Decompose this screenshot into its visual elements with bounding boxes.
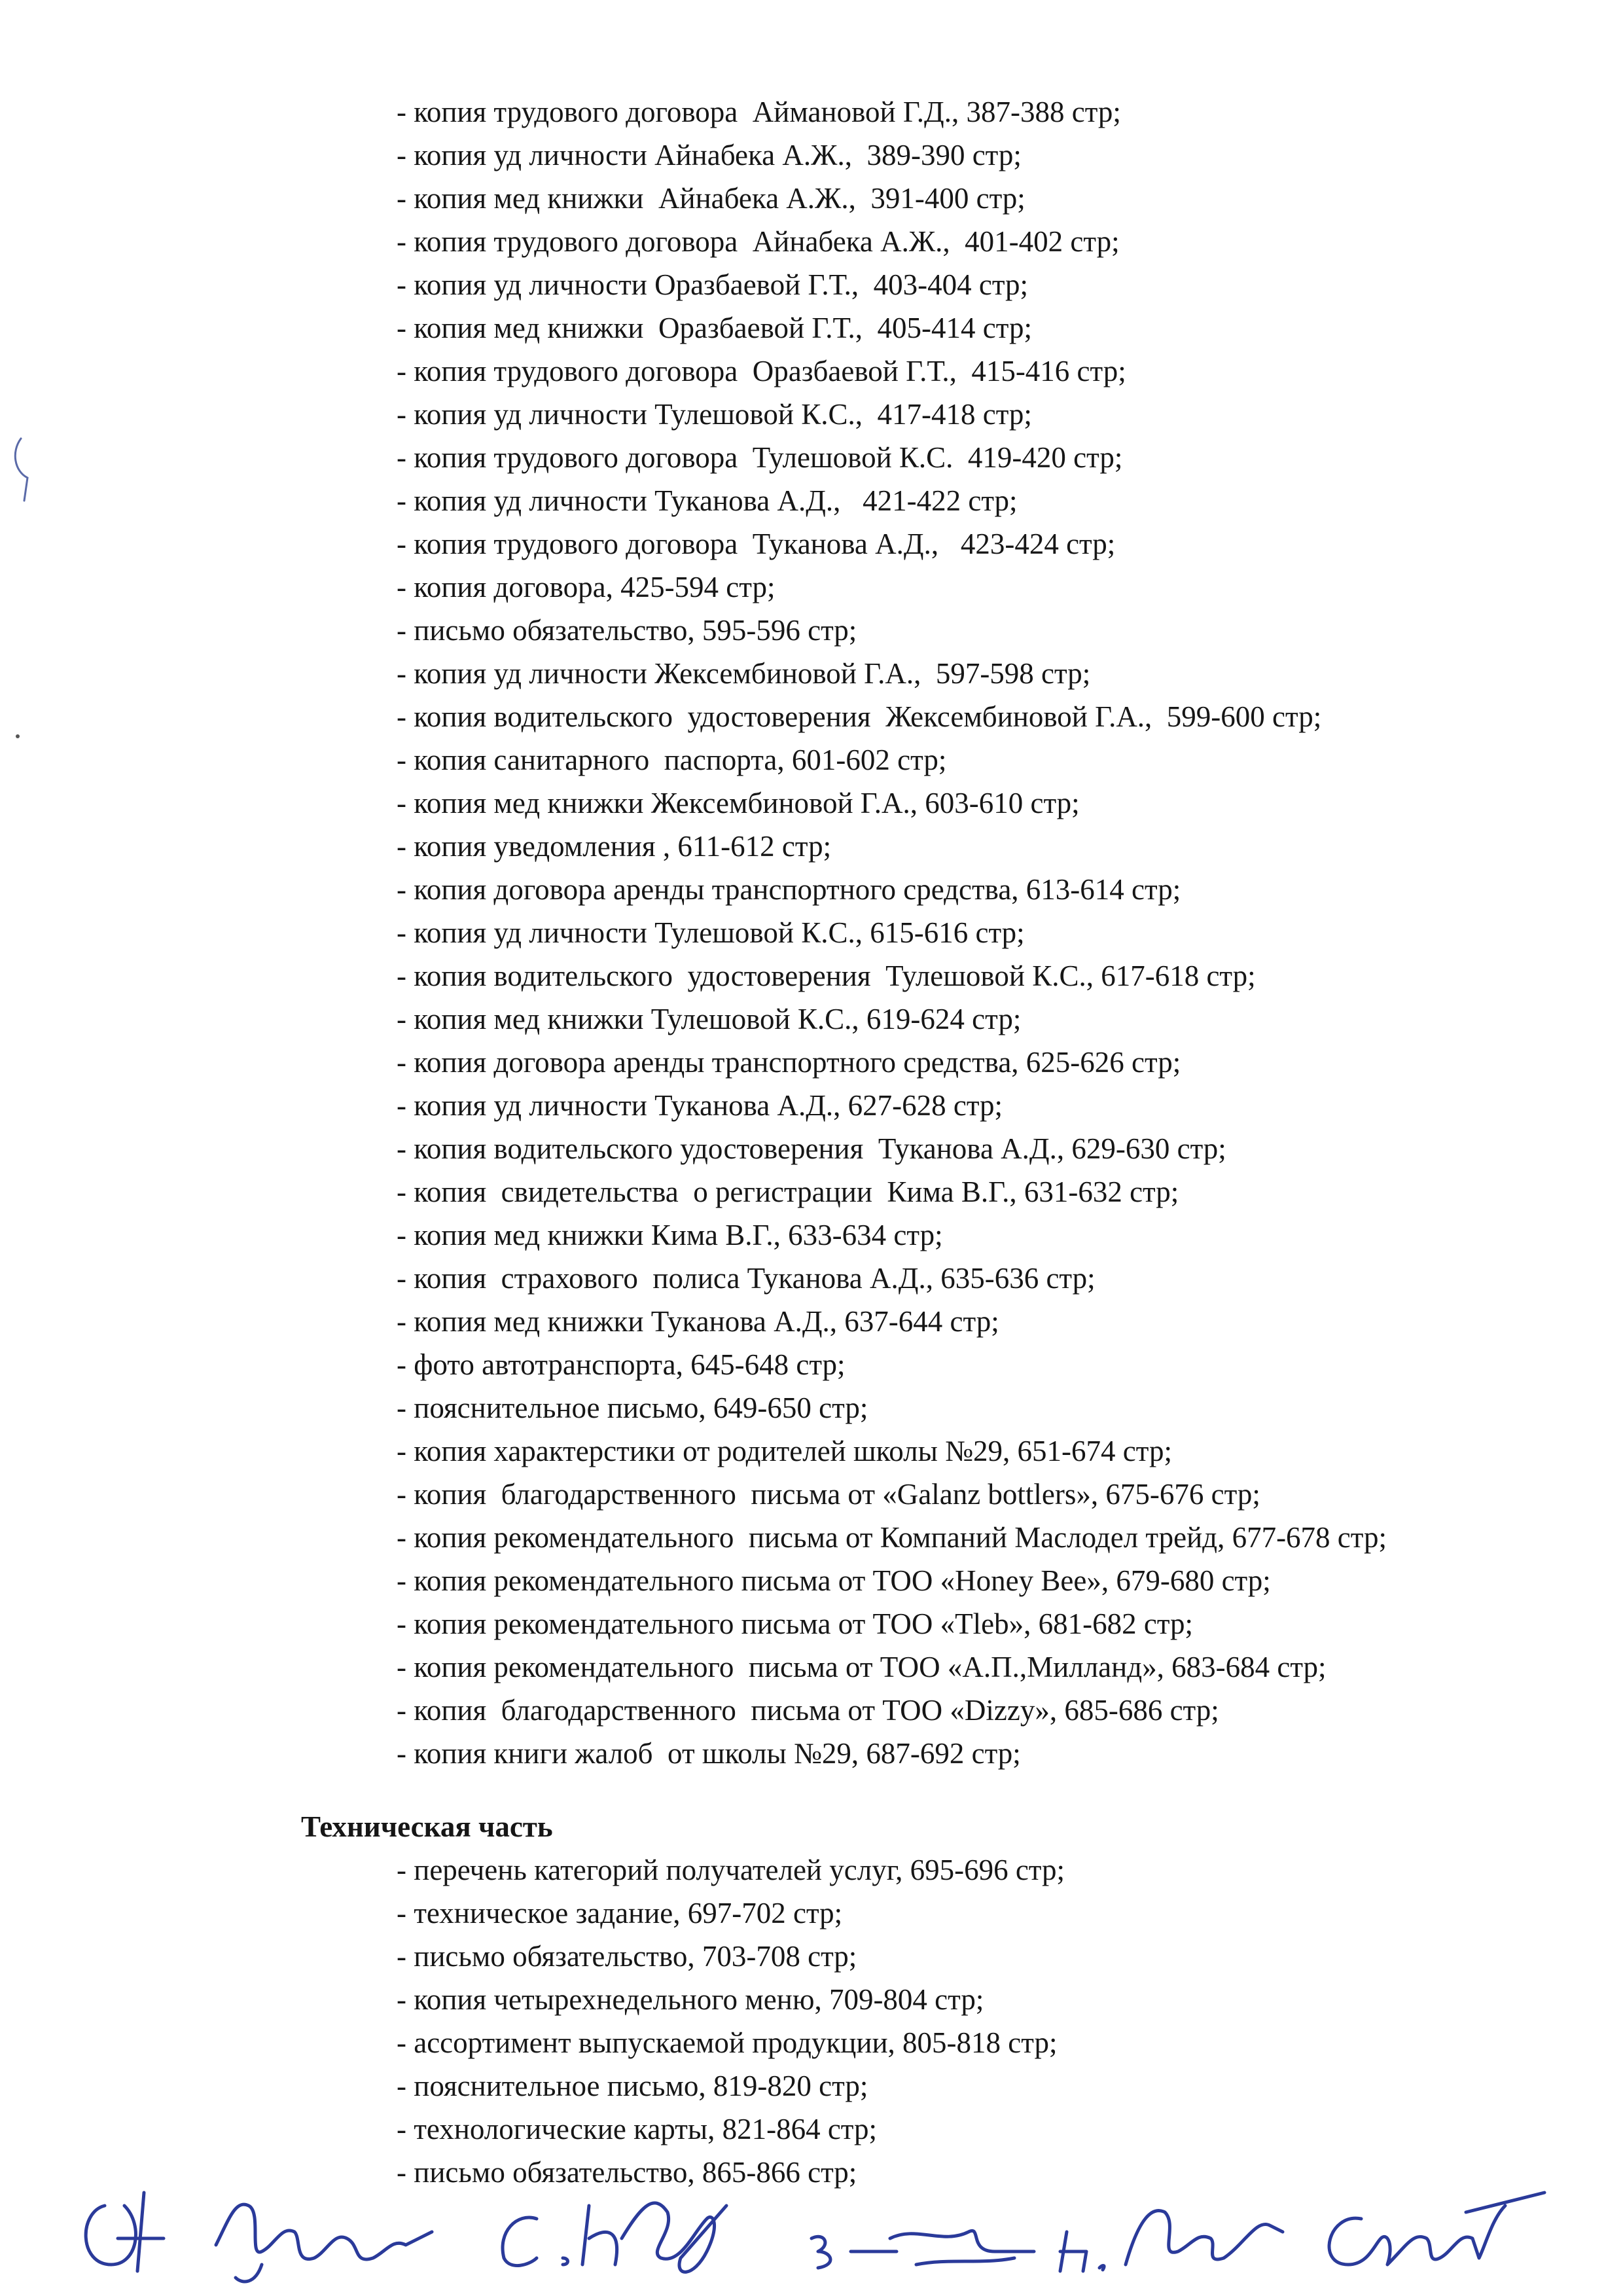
list-item: - копия мед книжки Тулешовой К.С., 619-624 стр; (397, 1003, 1022, 1035)
list-item: - копия договора, 425-594 стр; (397, 571, 776, 603)
list-item: - копия мед книжки Жексембиновой Г.А., 603-610 стр; (397, 787, 1080, 819)
list-item: - копия уд личности Жексембиновой Г.А., 597-598 стр; (397, 657, 1091, 690)
list-item: - копия водительского удостоверения Туканова А.Д., 629-630 стр; (397, 1132, 1226, 1165)
list-item: - копия рекомендательного письма от Компаний Маслодел трейд, 677-678 стр; (397, 1521, 1387, 1554)
list-item: - копия трудового договора Оразбаевой Г.Т., 415-416 стр; (397, 355, 1126, 387)
list-item: - копия трудового договора Айнабека А.Ж., 401-402 стр; (397, 225, 1120, 258)
list-item: - фото автотранспорта, 645-648 стр; (397, 1348, 846, 1381)
list-item: - копия уд личности Туканова А.Д., 421-422 стр; (397, 484, 1018, 517)
list-item: - копия трудового договора Туканова А.Д., 423-424 стр; (397, 528, 1116, 560)
list-item: - копия благодарственного письма от «Galanz bottlers», 675-676 стр; (397, 1478, 1260, 1511)
list-item: - копия уд личности Туканова А.Д., 627-628 стр; (397, 1089, 1003, 1122)
list-item: - копия характерстики от родителей школы №29, 651-674 стр; (397, 1435, 1172, 1467)
list-item: - копия страхового полиса Туканова А.Д., 635-636 стр; (397, 1262, 1096, 1295)
list-item: - копия мед книжки Оразбаевой Г.Т., 405-414 стр; (397, 312, 1032, 344)
list-item: - перечень категорий получателей услуг, 695-696 стр; (397, 1854, 1065, 1886)
list-item: - копия мед книжки Туканова А.Д., 637-644 стр; (397, 1305, 999, 1338)
list-item: - копия четырехнедельного меню, 709-804 стр; (397, 1983, 984, 2016)
document-list-part2 (397, 1848, 1594, 2194)
list-item: - письмо обязательство, 703-708 стр; (397, 1940, 857, 1973)
section-title-technical: Техническая часть (301, 1810, 553, 1843)
list-item: - пояснительное письмо, 819-820 стр; (397, 2070, 868, 2102)
list-item: - письмо обязательство, 595-596 стр; (397, 614, 857, 647)
list-item: - копия трудового договора Аймановой Г.Д., 387-388 стр; (397, 96, 1121, 128)
list-item: - копия рекомендательного письма от ТОО «Tleb», 681-682 стр; (397, 1607, 1194, 1640)
list-item: - копия рекомендательного письма от ТОО «А.П.,Милланд», 683-684 стр; (397, 1651, 1327, 1683)
list-item: - копия мед книжки Айнабека А.Ж., 391-400 стр; (397, 182, 1026, 215)
document-list-part1 (397, 90, 1594, 1775)
list-item: - копия договора аренды транспортного средства, 625-626 стр; (397, 1046, 1181, 1079)
list-item: - письмо обязательство, 865-866 стр; (397, 2156, 857, 2189)
list-item: - копия водительского удостоверения Тулешовой К.С., 617-618 стр; (397, 960, 1256, 992)
handwritten-signatures (65, 2166, 1558, 2284)
list-item: - копия рекомендательного письма от ТОО «Honey Bee», 679-680 стр; (397, 1564, 1271, 1597)
list-item: - копия договора аренды транспортного средства, 613-614 стр; (397, 873, 1181, 906)
scan-speck (16, 734, 20, 738)
list-item: - копия уд личности Тулешовой К.С., 417-418 стр; (397, 398, 1032, 431)
list-item: - копия трудового договора Тулешовой К.С. 419-420 стр; (397, 441, 1123, 474)
list-item: - копия уд личности Айнабека А.Ж., 389-390 стр; (397, 139, 1022, 171)
list-item: - копия водительского удостоверения Жексембиновой Г.А., 599-600 стр; (397, 700, 1322, 733)
margin-mark (8, 432, 41, 504)
list-item: - копия благодарственного письма от ТОО «Dizzy», 685-686 стр; (397, 1694, 1219, 1727)
list-item: - копия мед книжки Кима В.Г., 633-634 стр; (397, 1219, 943, 1251)
list-item: - копия свидетельства о регистрации Кима В.Г., 631-632 стр; (397, 1175, 1179, 1208)
list-item: - пояснительное письмо, 649-650 стр; (397, 1391, 868, 1424)
list-item: - технологические карты, 821-864 стр; (397, 2113, 878, 2145)
list-item: - копия санитарного паспорта, 601-602 стр; (397, 744, 947, 776)
list-item: - копия уведомления , 611-612 стр; (397, 830, 832, 863)
list-item: - копия уд личности Оразбаевой Г.Т., 403-404 стр; (397, 268, 1029, 301)
list-item: - техническое задание, 697-702 стр; (397, 1897, 843, 1929)
list-item: - копия уд личности Тулешовой К.С., 615-616 стр; (397, 916, 1025, 949)
list-item: - ассортимент выпускаемой продукции, 805-818 стр; (397, 2026, 1058, 2059)
list-item: - копия книги жалоб от школы №29, 687-692 стр; (397, 1737, 1021, 1770)
